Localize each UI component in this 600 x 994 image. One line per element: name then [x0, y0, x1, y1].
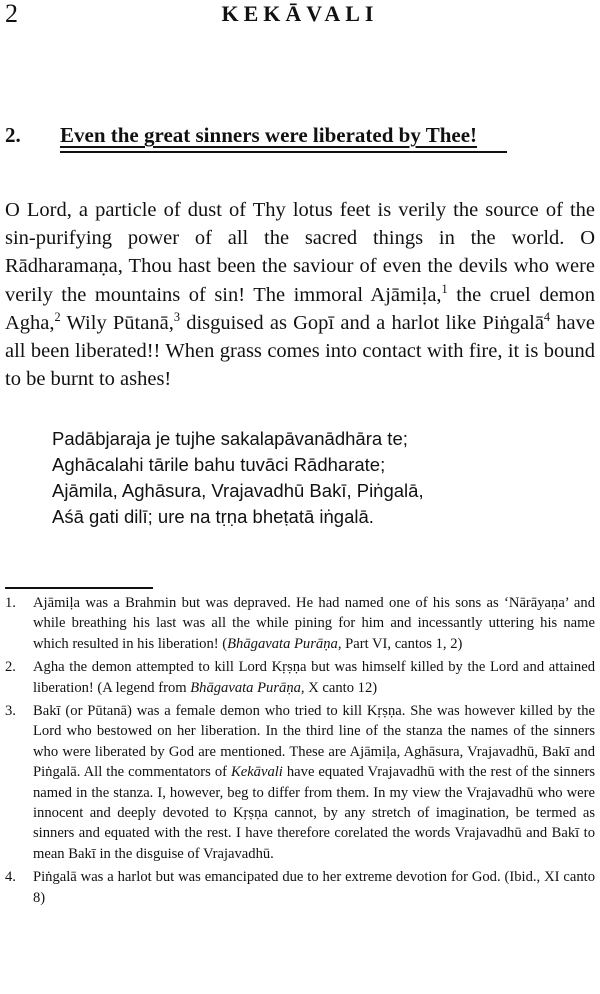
footnote-text: Agha the demon attempted to kill Lord Kṛṣṇa but was himself killed by the Lord and attained liberation! (A legend from [33, 659, 595, 696]
verse-line: Aśā gati dilī; ure na tṛṇa bheṭatā iṅgalā. [52, 506, 374, 527]
footnote-3 [5, 701, 595, 864]
footnote-ref-3: 3 [173, 309, 180, 324]
footnote-text: Ajāmiḷa was a Brahmin but was depraved. He had named one of his sons as ‘Nārāyaṇa’ and while breathing his last was all the while pining for him and incessantly uttering his name which resulted in his liberation! ( [33, 595, 595, 652]
paragraph-text: Wily Pūtanā, [60, 311, 174, 334]
footnote-mark: 4. [5, 869, 16, 886]
footnote-ref-1: 1 [441, 281, 448, 296]
footnote-text: Piṅgalā was a harlot but was emancipated due to her extreme devotion for God. (Ibid., XI canto 8) [33, 869, 595, 906]
heading-rule [60, 151, 507, 153]
footnote-mark: 3. [5, 703, 16, 720]
verse-block [52, 426, 572, 530]
section-number: 2. [5, 123, 21, 147]
paragraph-text: disguised as Gopī and a harlot like Piṅgalā [179, 311, 544, 334]
paragraph-text: have all been liberated!! When grass comes into contact with fire, it is bound to be burnt to ashes! [5, 311, 595, 391]
page-number: 2 [5, 0, 18, 28]
footnote-4 [5, 867, 595, 908]
main-paragraph [5, 196, 595, 393]
footnote-mark: 1. [5, 595, 16, 611]
footnote-italic: Bhāgavata Purāṇa [190, 679, 301, 696]
footnote-mark: 2. [5, 659, 16, 676]
paragraph-text: O Lord, a particle of dust of Thy lotus feet is verily the source of the sin-purifying power of all the sacred things in the world. O Rādharamaṇa, Thou hast been the saviour of even the devils who were verily the mountains of sin! The immoral Ajāmiḷa, [5, 199, 595, 306]
footnote-separator [5, 587, 153, 589]
verse-line: Ajāmila, Aghāsura, Vrajavadhū Bakī, Piṅgalā, [52, 480, 424, 501]
footnote-text: , X canto 12) [300, 679, 378, 696]
footnote-text: , Part VI, cantos 1, 2) [337, 635, 463, 652]
section-title: Even the great sinners were liberated by Thee! [60, 123, 478, 147]
footnote-2 [5, 657, 595, 698]
footnote-text: Bakī (or Pūtanā) was a female demon who tried to kill Kṛṣṇa. She was however killed by the Lord who bestowed on her liberation. In the third line of the stanza the names of the sinners who were liberated by God are mentioned. These are Ajāmiḷa, Aghāsura, Vrajavadhū, Bakī and Piṅgalā. All the commentators of [33, 703, 595, 781]
running-title: KEKĀVALI [221, 1, 379, 26]
footnote-italic: Bhāgavata Purāṇa [227, 635, 338, 652]
footnote-italic: Kekāvali [230, 764, 283, 781]
footnote-text: have equated Vrajavadhū with the rest of the sinners named in the stanza. I, however, beg to differ from them. In my view the Vrajavadhū who were innocent and deeply devoted to Kṛṣṇa cannot, by any stretch of imagination, be termed as sinners and equated with the rest. I have therefore corelated the words Vrajavadhū and Bakī to mean Bakī in the disguise of Vrajavadhū. [33, 764, 595, 862]
footnotes [5, 593, 595, 911]
paragraph-text: the cruel demon Agha, [5, 283, 595, 334]
footnote-ref-4: 4 [543, 309, 551, 324]
footnote-ref-2: 2 [54, 309, 61, 324]
verse-line: Padābjaraja je tujhe sakalapāvanādhāra te; [52, 428, 408, 449]
verse-line: Aghācalahi tārile bahu tuvāci Rādharate; [52, 454, 386, 475]
footnote-1 [5, 593, 595, 654]
